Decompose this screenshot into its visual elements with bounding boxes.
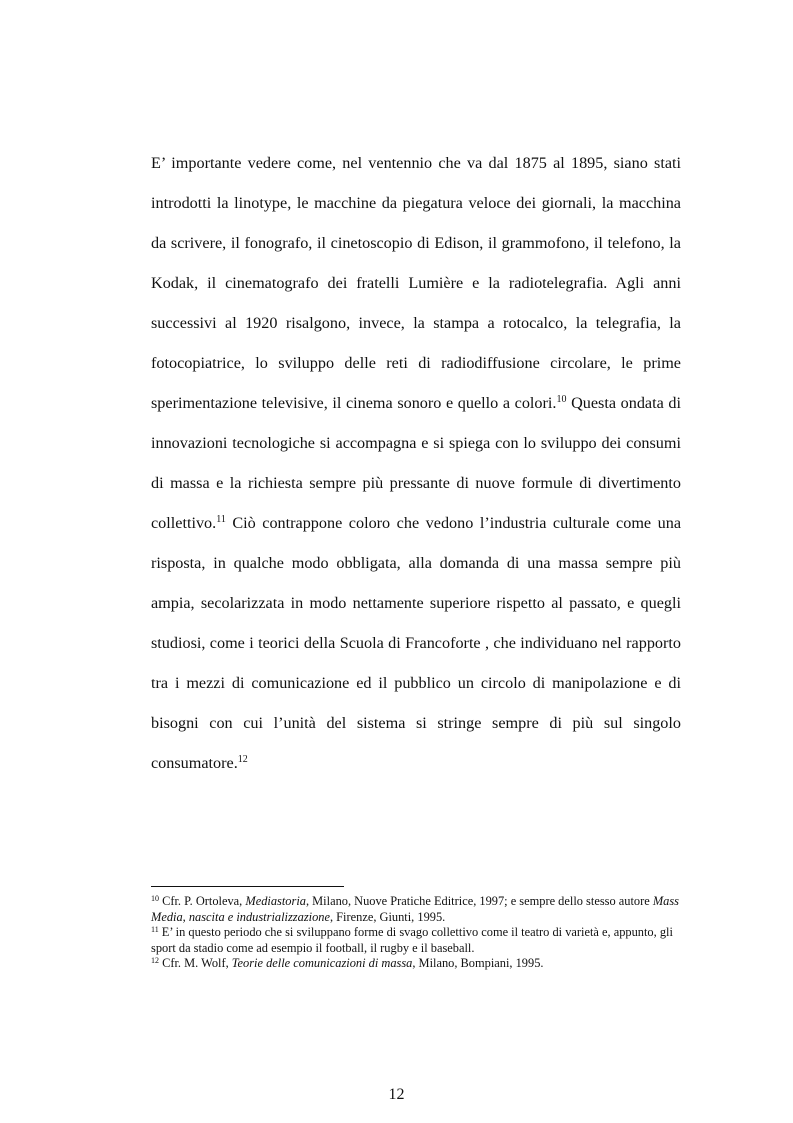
footnote-title: Mediastoria xyxy=(245,894,306,908)
footnote-text: , Firenze, Giunti, 1995. xyxy=(329,909,446,924)
footnote-title: Teorie delle comunicazioni di massa xyxy=(231,956,413,970)
page-number: 12 xyxy=(388,1086,405,1103)
footnote-number: 10 xyxy=(151,894,159,903)
footnote-separator xyxy=(151,886,344,887)
paragraph-text-part-2: Questa ondata di innovazioni tecnologiche si accompagna e si spiega con lo sviluppo dei consumi di massa e la richiesta sempre più pressante di nuove formule di divertimento collettivo. xyxy=(151,394,681,532)
footnote-text: Cfr. M. Wolf, xyxy=(159,956,232,970)
footnote-number: 12 xyxy=(151,956,159,965)
footnotes xyxy=(151,894,681,972)
footnote-text: , Milano, Nuove Pratiche Editrice, 1997; e sempre dello stesso autore xyxy=(305,894,653,908)
footnote-text: E’ in questo periodo che si sviluppano forme di svago collettivo come il teatro di varietà e, appunto, gli sport da stadio come ad esempio il football, il rugby e il baseball. xyxy=(151,925,673,955)
footnote-text: , Milano, Bompiani, 1995. xyxy=(412,956,544,970)
footnote-ref-12: 12 xyxy=(237,754,248,765)
footnote-text: Cfr. P. Ortoleva, xyxy=(159,894,246,908)
body-paragraph xyxy=(151,143,681,783)
footnote-ref-11: 11 xyxy=(216,514,226,525)
footnote-11 xyxy=(151,925,681,956)
footnote-12 xyxy=(151,956,681,972)
footnote-10 xyxy=(151,894,681,925)
footnote-ref-10: 10 xyxy=(556,394,567,405)
paragraph-text-part-3: Ciò contrappone coloro che vedono l’industria culturale come una risposta, in qualche modo obbligata, alla domanda di una massa sempre più ampia, secolarizzata in modo nettamente superiore rispetto al passato, e quegli studiosi, come i teorici della Scuola di Francoforte , che individuano nel rapporto tra i mezzi di comunicazione ed il pubblico un circolo di manipolazione e di bisogni con cui l’unità del sistema si stringe sempre di più sul singolo consumatore. xyxy=(151,514,681,772)
footnote-title: Mass Media, nascita e industrializzazione xyxy=(151,894,679,924)
footnote-number: 11 xyxy=(151,925,159,934)
paragraph-text-part-1: E’ importante vedere come, nel ventennio che va dal 1875 al 1895, siano stati introdotti la linotype, le macchine da piegatura veloce dei giornali, la macchina da scrivere, il fonografo, il cinetoscopio di Edison, il grammofono, il telefono, la Kodak, il cinematografo dei fratelli Lumière e la radiotelegrafia. Agli anni successivi al 1920 risalgono, invece, la stampa a rotocalco, la telegrafia, la fotocopiatrice, lo sviluppo delle reti di radiodiffusione circolare, le prime sperimentazione televisive, il cinema sonoro e quello a colori. xyxy=(151,154,681,412)
